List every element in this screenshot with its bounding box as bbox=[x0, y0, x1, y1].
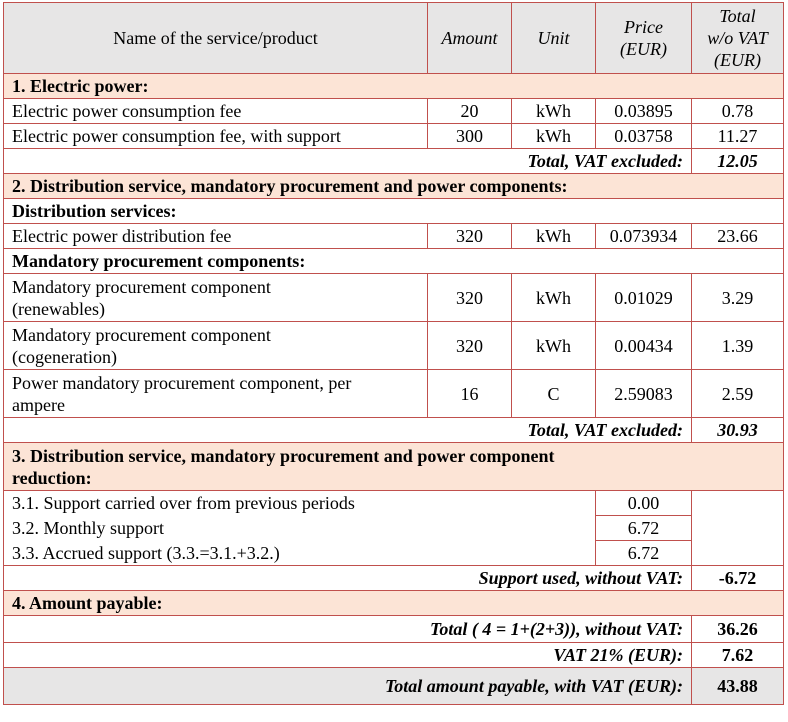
header-price-line1: Price bbox=[624, 17, 663, 37]
table-row bbox=[4, 99, 784, 124]
mandatory-title: Mandatory procurement components: bbox=[4, 249, 784, 274]
row-price: 0.03895 bbox=[596, 99, 692, 124]
subtotal-value: 30.93 bbox=[692, 418, 784, 443]
distribution-title: Distribution services: bbox=[4, 199, 784, 224]
row-amount: 20 bbox=[428, 99, 512, 124]
header-price-line2: (EUR) bbox=[620, 39, 667, 59]
support-used-value: -6.72 bbox=[692, 566, 784, 591]
row-amount: 320 bbox=[428, 274, 512, 322]
support-empty-cell bbox=[692, 491, 784, 566]
row-total: 3.29 bbox=[692, 274, 784, 322]
support-used-row bbox=[4, 566, 784, 591]
table-row bbox=[4, 370, 784, 418]
row-amount: 300 bbox=[428, 124, 512, 149]
row-name bbox=[4, 322, 428, 370]
header-total-line3: (EUR) bbox=[714, 50, 761, 70]
header-total-line1: Total bbox=[719, 6, 756, 26]
table-row bbox=[4, 124, 784, 149]
grand-total-label: Total amount payable, with VAT (EUR): bbox=[4, 668, 692, 705]
support-value: 0.00 bbox=[596, 491, 692, 516]
subtotal-label: Total, VAT excluded: bbox=[4, 418, 692, 443]
support-value: 6.72 bbox=[596, 516, 692, 541]
row-name-line2: ampere bbox=[12, 394, 65, 415]
row-total: 11.27 bbox=[692, 124, 784, 149]
row-name-line1: Mandatory procurement component bbox=[12, 276, 271, 297]
subtotal-row bbox=[4, 149, 784, 174]
row-name-line1: Power mandatory procurement component, per bbox=[12, 372, 352, 393]
section-2-title: 2. Distribution service, mandatory procurement and power components: bbox=[4, 174, 784, 199]
grand-total-row bbox=[4, 668, 784, 705]
subtotal-label: Total, VAT excluded: bbox=[4, 149, 692, 174]
table-row bbox=[4, 224, 784, 249]
row-name: Electric power consumption fee, with support bbox=[4, 124, 428, 149]
header-row bbox=[4, 3, 784, 74]
invoice-table bbox=[3, 2, 784, 705]
header-total-line2: w/o VAT bbox=[707, 28, 768, 48]
support-row bbox=[4, 541, 784, 566]
row-amount: 320 bbox=[428, 224, 512, 249]
section-1-title: 1. Electric power: bbox=[4, 74, 784, 99]
row-name: Electric power distribution fee bbox=[4, 224, 428, 249]
table-row bbox=[4, 274, 784, 322]
row-price: 0.03758 bbox=[596, 124, 692, 149]
section-4-header bbox=[4, 591, 784, 616]
row-unit: kWh bbox=[512, 322, 596, 370]
subtotal-row bbox=[4, 418, 784, 443]
table-row bbox=[4, 322, 784, 370]
header-name: Name of the service/product bbox=[4, 3, 428, 74]
subtotal-value: 12.05 bbox=[692, 149, 784, 174]
subsection-row bbox=[4, 199, 784, 224]
vat-value: 7.62 bbox=[692, 643, 784, 668]
section-3-title-line1: 3. Distribution service, mandatory procurement and power component bbox=[12, 445, 555, 466]
row-price: 0.073934 bbox=[596, 224, 692, 249]
header-amount: Amount bbox=[428, 3, 512, 74]
row-price: 2.59083 bbox=[596, 370, 692, 418]
section-2-header bbox=[4, 174, 784, 199]
header-price bbox=[596, 3, 692, 74]
support-row bbox=[4, 516, 784, 541]
support-value: 6.72 bbox=[596, 541, 692, 566]
section-3-header bbox=[4, 443, 784, 491]
row-total: 23.66 bbox=[692, 224, 784, 249]
row-unit: kWh bbox=[512, 274, 596, 322]
row-total: 0.78 bbox=[692, 99, 784, 124]
section-3-title bbox=[4, 443, 784, 491]
row-amount: 320 bbox=[428, 322, 512, 370]
section-1-header bbox=[4, 74, 784, 99]
row-name-line2: (renewables) bbox=[12, 298, 105, 319]
row-unit: C bbox=[512, 370, 596, 418]
subsection-row bbox=[4, 249, 784, 274]
support-name: 3.2. Monthly support bbox=[4, 516, 596, 541]
row-total: 1.39 bbox=[692, 322, 784, 370]
row-total: 2.59 bbox=[692, 370, 784, 418]
vat-label: VAT 21% (EUR): bbox=[4, 643, 692, 668]
row-price: 0.01029 bbox=[596, 274, 692, 322]
support-row bbox=[4, 491, 784, 516]
row-unit: kWh bbox=[512, 124, 596, 149]
row-name bbox=[4, 274, 428, 322]
support-used-label: Support used, without VAT: bbox=[4, 566, 692, 591]
grand-total-value: 43.88 bbox=[692, 668, 784, 705]
row-name-line2: (cogeneration) bbox=[12, 346, 117, 367]
row-name-line1: Mandatory procurement component bbox=[12, 324, 271, 345]
header-total bbox=[692, 3, 784, 74]
section-3-title-line2: reduction: bbox=[12, 467, 92, 488]
support-name: 3.1. Support carried over from previous periods bbox=[4, 491, 596, 516]
section-4-title: 4. Amount payable: bbox=[4, 591, 784, 616]
vat-row bbox=[4, 643, 784, 668]
total-row bbox=[4, 616, 784, 643]
row-unit: kWh bbox=[512, 99, 596, 124]
row-unit: kWh bbox=[512, 224, 596, 249]
row-name bbox=[4, 370, 428, 418]
row-amount: 16 bbox=[428, 370, 512, 418]
total-label: Total ( 4 = 1+(2+3)), without VAT: bbox=[4, 616, 692, 643]
total-value: 36.26 bbox=[692, 616, 784, 643]
row-price: 0.00434 bbox=[596, 322, 692, 370]
row-name: Electric power consumption fee bbox=[4, 99, 428, 124]
header-unit: Unit bbox=[512, 3, 596, 74]
support-name: 3.3. Accrued support (3.3.=3.1.+3.2.) bbox=[4, 541, 596, 566]
